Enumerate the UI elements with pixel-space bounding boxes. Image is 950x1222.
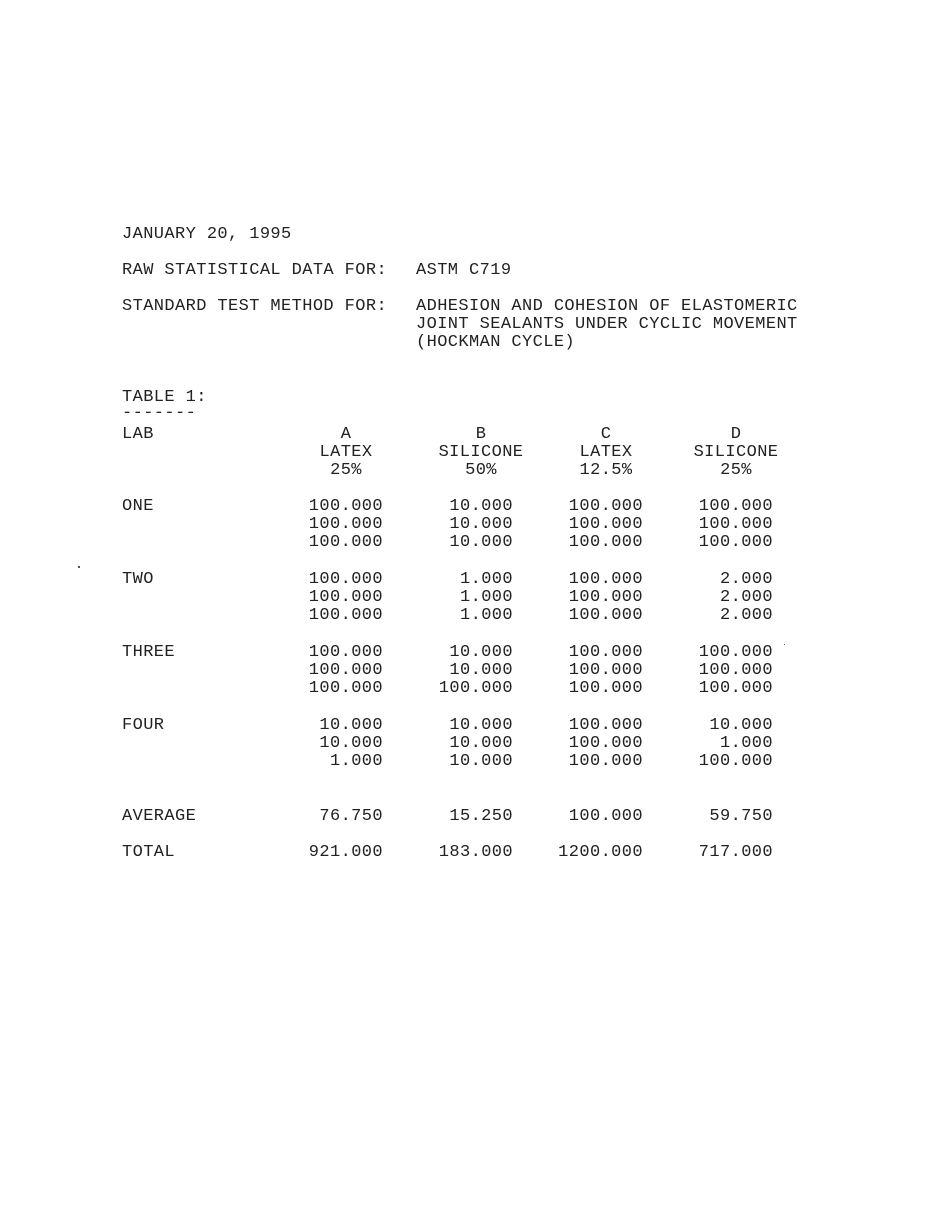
table-cell: 100.000 [698,661,773,680]
table-cell: 100.000 [568,643,643,662]
table-cell: 10.000 [449,752,513,771]
table-cell: 100.000 [308,606,383,625]
table-cell: 100.000 [568,679,643,698]
scan-speck [784,644,785,645]
table-cell: 100.000 [308,515,383,534]
table-cell: 100.000 [568,752,643,771]
table-cell: 100.000 [308,570,383,589]
total-value: 183.000 [438,843,513,862]
total-value: 921.000 [308,843,383,862]
raw-data-value: ASTM C719 [416,261,512,280]
raw-data-label: RAW STATISTICAL DATA FOR: [122,261,388,280]
table-cell: 100.000 [308,497,383,516]
test-method-line: ADHESION AND COHESION OF ELASTOMERIC [416,297,798,316]
column-header-material: SILICONE [693,443,779,462]
table-cell: 100.000 [698,533,773,552]
column-header-material: LATEX [319,443,373,462]
column-header-material: LATEX [579,443,633,462]
table-cell: 10.000 [449,515,513,534]
column-header-movement: 25% [720,461,752,480]
table-cell: 100.000 [698,643,773,662]
lab-label: FOUR [122,716,165,735]
table-cell: 100.000 [568,570,643,589]
average-label: AVERAGE [122,807,197,826]
table-cell: 100.000 [568,515,643,534]
table-cell: 10.000 [449,716,513,735]
lab-label: TWO [122,570,154,589]
table-title: TABLE 1: [122,388,207,407]
table-cell: 10.000 [449,643,513,662]
table-cell: 10.000 [319,734,383,753]
table-cell: 100.000 [698,515,773,534]
table-cell: 100.000 [568,533,643,552]
table-cell: 100.000 [308,679,383,698]
column-header-movement: 25% [330,461,362,480]
total-label: TOTAL [122,843,176,862]
table-cell: 1.000 [459,588,513,607]
table-cell: 10.000 [449,533,513,552]
column-header-letter: B [475,425,487,444]
total-value: 1200.000 [558,843,643,862]
table-cell: 100.000 [308,643,383,662]
table-cell: 100.000 [698,679,773,698]
average-value: 15.250 [449,807,513,826]
document-date: JANUARY 20, 1995 [122,225,292,244]
table-cell: 1.000 [329,752,383,771]
table-cell: 10.000 [449,661,513,680]
column-header-movement: 50% [465,461,497,480]
average-value: 76.750 [319,807,383,826]
table-cell: 2.000 [719,570,773,589]
table-cell: 10.000 [449,497,513,516]
column-header-letter: C [600,425,612,444]
table-cell: 2.000 [719,606,773,625]
lab-label: ONE [122,497,154,516]
table-cell: 100.000 [568,588,643,607]
table-cell: 10.000 [709,716,773,735]
table-cell: 100.000 [568,497,643,516]
column-header-material: SILICONE [438,443,524,462]
scan-speck [78,566,80,568]
average-value: 100.000 [568,807,643,826]
table-cell: 100.000 [308,588,383,607]
total-value: 717.000 [698,843,773,862]
table-title-underline: ------- [122,404,197,423]
table-cell: 100.000 [568,606,643,625]
column-header-letter: D [730,425,742,444]
test-method-line: (HOCKMAN CYCLE) [416,333,576,352]
table-cell: 100.000 [438,679,513,698]
lab-column-header: LAB [122,425,154,444]
table-cell: 100.000 [308,661,383,680]
table-cell: 2.000 [719,588,773,607]
table-cell: 1.000 [719,734,773,753]
table-cell: 100.000 [568,716,643,735]
table-cell: 100.000 [698,497,773,516]
table-cell: 100.000 [568,734,643,753]
table-cell: 10.000 [319,716,383,735]
table-cell: 1.000 [459,570,513,589]
table-cell: 10.000 [449,734,513,753]
column-header-movement: 12.5% [579,461,633,480]
table-cell: 1.000 [459,606,513,625]
table-cell: 100.000 [568,661,643,680]
average-value: 59.750 [709,807,773,826]
test-method-label: STANDARD TEST METHOD FOR: [122,297,388,316]
table-cell: 100.000 [698,752,773,771]
column-header-letter: A [340,425,352,444]
test-method-line: JOINT SEALANTS UNDER CYCLIC MOVEMENT [416,315,798,334]
lab-label: THREE [122,643,176,662]
table-cell: 100.000 [308,533,383,552]
